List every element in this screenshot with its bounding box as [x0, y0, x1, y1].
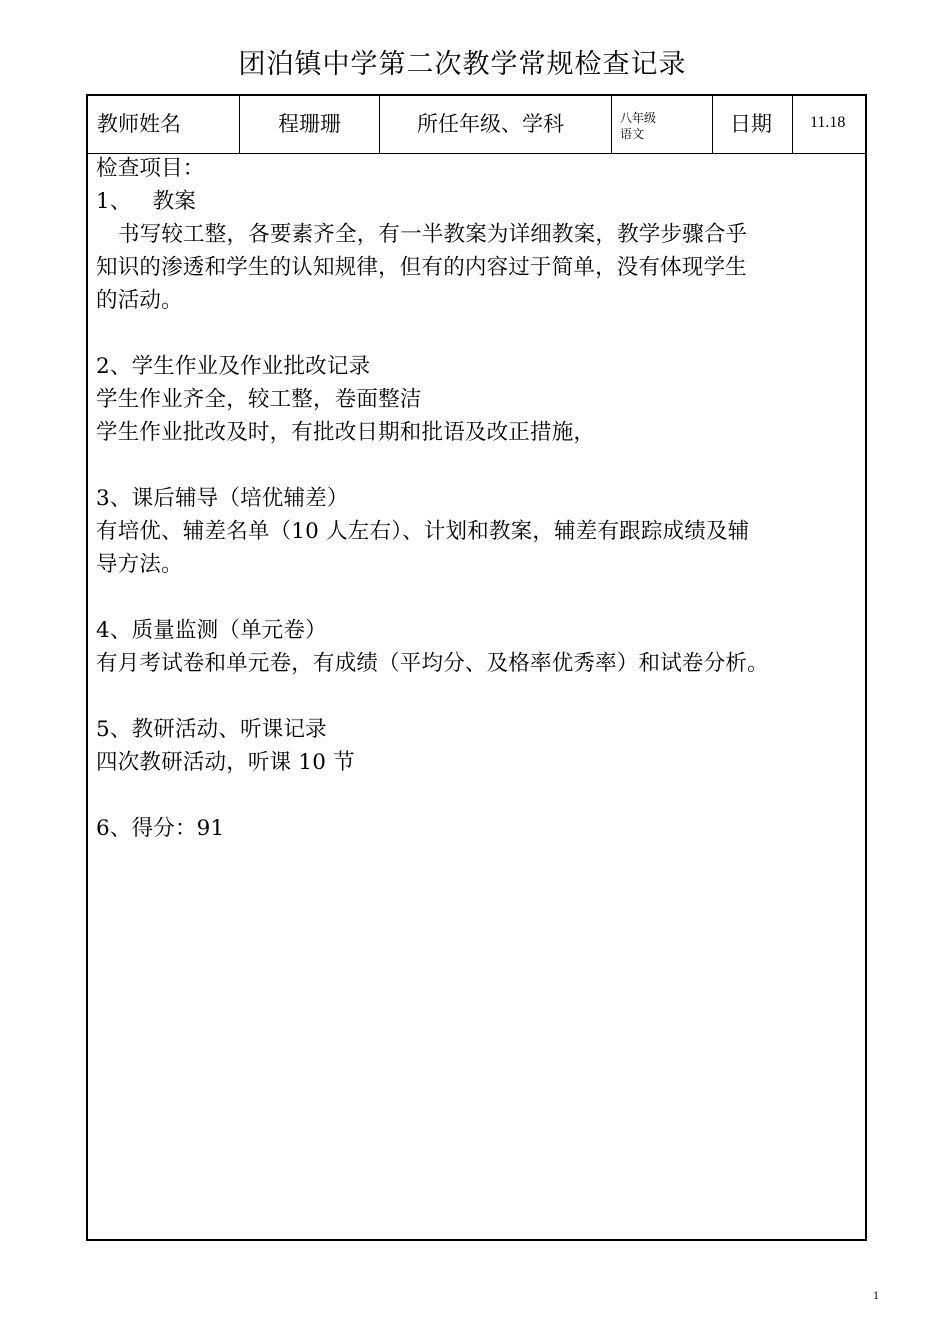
- section-2-line-1: 学生作业齐全，较工整，卷面整洁: [96, 387, 422, 412]
- date-label: 日期: [730, 112, 772, 136]
- section-1-line-1: 书写较工整，各要素齐全，有一半教案为详细教案，教学步骤合乎: [118, 222, 748, 247]
- date-value-cell: [793, 96, 867, 153]
- items-label: 检查项目：: [96, 156, 205, 181]
- teacher-label: 教师姓名: [97, 112, 181, 136]
- inspection-record-table: [86, 94, 867, 1241]
- section-1-heading: 1、 教案: [96, 189, 197, 214]
- grade-subject-cell: [612, 96, 713, 153]
- section-3-line-1: 有培优、辅差名单（10 人左右）、计划和教案，辅差有跟踪成绩及辅: [96, 519, 750, 544]
- table-header-row: [88, 96, 865, 154]
- document-title: 团泊镇中学第二次教学常规检查记录: [238, 49, 687, 80]
- section-4-heading: 4、质量监测（单元卷）: [96, 618, 327, 643]
- section-6-score: 6、得分：91: [96, 816, 225, 841]
- section-5-line-1: 四次教研活动，听课 10 节: [96, 750, 355, 775]
- teacher-name: 程珊珊: [278, 112, 341, 136]
- section-2-line-2: 学生作业批改及时，有批改日期和批语及改正措施，: [96, 420, 596, 445]
- section-3-heading: 3、课后辅导（培优辅差）: [96, 486, 349, 511]
- page-number: 1: [873, 1288, 879, 1302]
- date-label-cell: [713, 96, 793, 153]
- section-1-line-2: 知识的渗透和学生的认知规律，但有的内容过于简单，没有体现学生: [96, 255, 748, 280]
- teacher-label-cell: [88, 96, 240, 153]
- grade-subject-label: 所任年级、学科: [417, 112, 564, 136]
- subject-value: 语文: [620, 127, 645, 141]
- section-2-heading: 2、学生作业及作业批改记录: [96, 354, 371, 379]
- inspection-content: [96, 152, 861, 845]
- teacher-name-cell: [240, 96, 380, 153]
- section-5-heading: 5、教研活动、听课记录: [96, 717, 327, 742]
- section-1-line-3: 的活动。: [96, 288, 183, 313]
- section-4-line-1: 有月考试卷和单元卷，有成绩（平均分、及格率优秀率）和试卷分析。: [96, 651, 769, 676]
- grade-subject-label-cell: [380, 96, 612, 153]
- section-3-line-2: 导方法。: [96, 552, 183, 577]
- grade-value: 八年级: [620, 111, 657, 125]
- date-value: 11.18: [810, 114, 846, 131]
